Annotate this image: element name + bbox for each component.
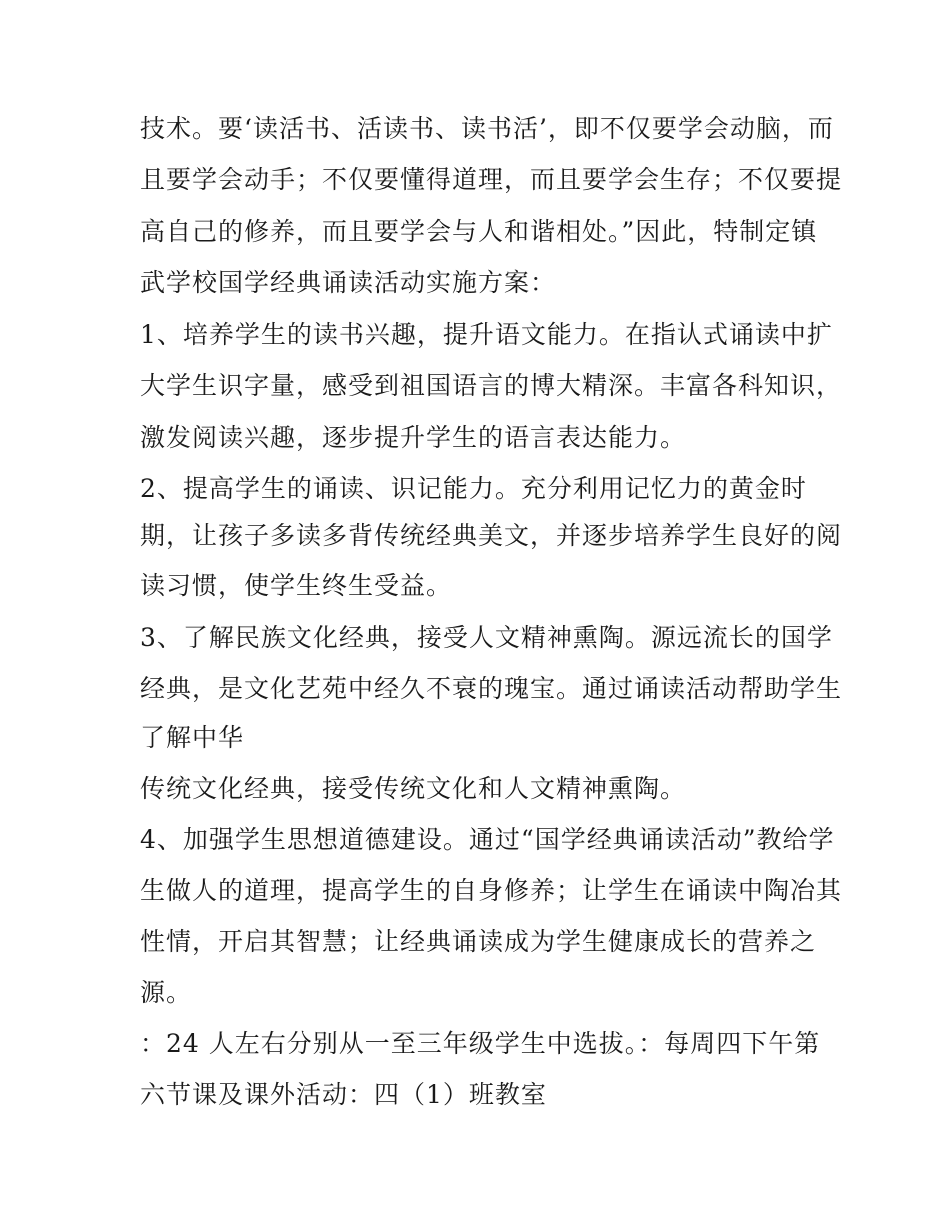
text-line-11: 3、了解民族文化经典，接受人文精神熏陶。源远流长的国学	[140, 623, 833, 652]
text-line-8: 2、提高学生的诵读、识记能力。充分利用记忆力的黄金时	[140, 474, 807, 503]
text-line-5: 1、培养学生的读书兴趣，提升语文能力。在指认式诵读中扩	[140, 320, 833, 349]
text-line-17: 性情，开启其智慧；让经典诵读成为学生健康成长的营养之	[140, 927, 817, 956]
text-line-3: 高自己的修养，而且要学会与人和谐相处。”因此，特制定镇	[140, 217, 818, 246]
text-line-18: 源。	[140, 978, 193, 1007]
text-line-14: 传统文化经典，接受传统文化和人文精神熏陶。	[140, 774, 687, 803]
text-line-7: 激发阅读兴趣，逐步提升学生的语言表达能力。	[140, 423, 687, 452]
text-line-10: 读习惯，使学生终生受益。	[140, 571, 453, 600]
text-line-4: 武学校国学经典诵读活动实施方案：	[140, 268, 557, 297]
text-line-15: 4、加强学生思想道德建设。通过“国学经典诵读活动”教给学	[140, 825, 835, 854]
text-line-20: 六节课及课外活动：四（1）班教室	[140, 1080, 547, 1109]
text-line-9: 期，让孩子多读多背传统经典美文，并逐步培养学生良好的阅	[140, 521, 843, 550]
text-line-1: 技术。要‘读活书、活读书、读书活’，即不仅要学会动脑，而	[140, 114, 834, 143]
text-line-2: 且要学会动手；不仅要懂得道理，而且要学会生存；不仅要提	[140, 165, 843, 194]
text-line-6: 大学生识字量，感受到祖国语言的博大精深。丰富各科知识，	[140, 371, 843, 400]
text-line-16: 生做人的道理，提高学生的自身修养；让学生在诵读中陶冶其	[140, 876, 843, 905]
text-line-12: 经典，是文化艺苑中经久不衰的瑰宝。通过诵读活动帮助学生	[140, 674, 843, 703]
text-line-19: ：24 人左右分别从一至三年级学生中选拔。：每周四下午第	[140, 1029, 821, 1058]
text-line-13: 了解中华	[140, 723, 245, 752]
